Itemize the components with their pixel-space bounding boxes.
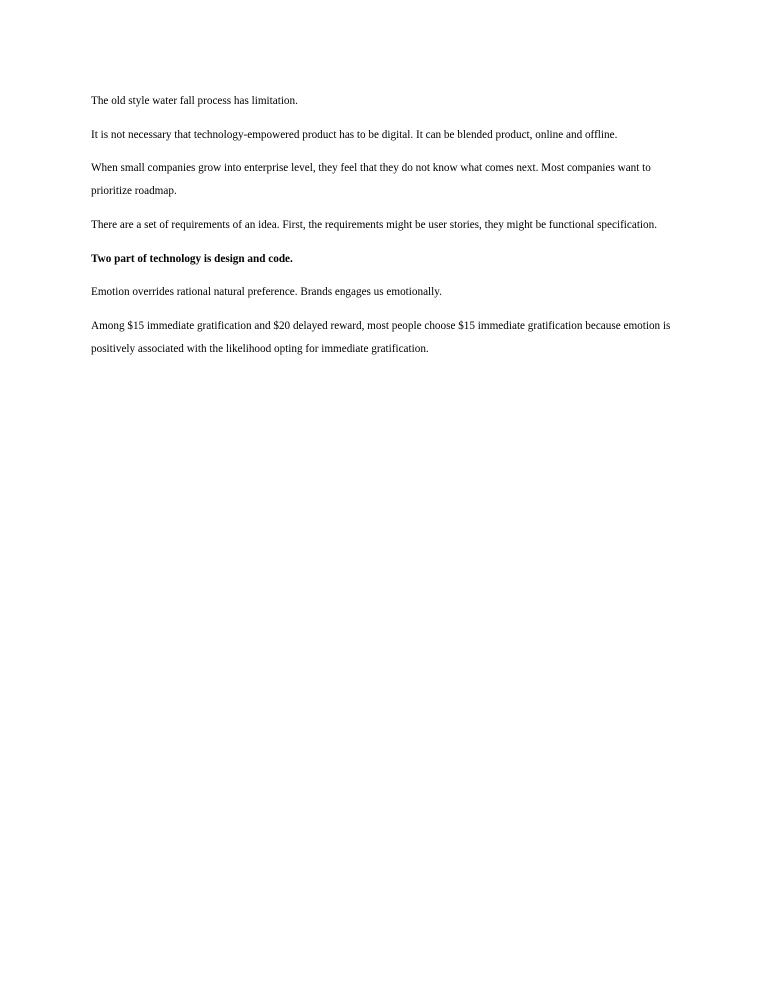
paragraph-waterfall: The old style water fall process has limitation. <box>91 95 298 107</box>
paragraph-requirements: There are a set of requirements of an idea. First, the requirements might be user stories, they might be functional specification. <box>91 218 658 231</box>
paragraph-technology-product: It is not necessary that technology-empowered product has to be digital. It can be blended product, online and offline. <box>91 128 618 141</box>
paragraph-gratification: Among $15 immediate gratification and $20 delayed reward, most people choose $15 immediate gratification because emotion is positively associated with the likelihood opting for immediate gratification. <box>91 319 671 355</box>
paragraph-small-companies: When small companies grow into enterprise level, they feel that they do not know what comes next. Most companies want to prioritize roadmap. <box>91 162 651 198</box>
paragraph-emotion: Emotion overrides rational natural preference. Brands engages us emotionally. <box>91 286 442 299</box>
paragraph-design-code-heading: Two part of technology is design and code. <box>91 252 293 265</box>
document-body <box>91 90 681 371</box>
